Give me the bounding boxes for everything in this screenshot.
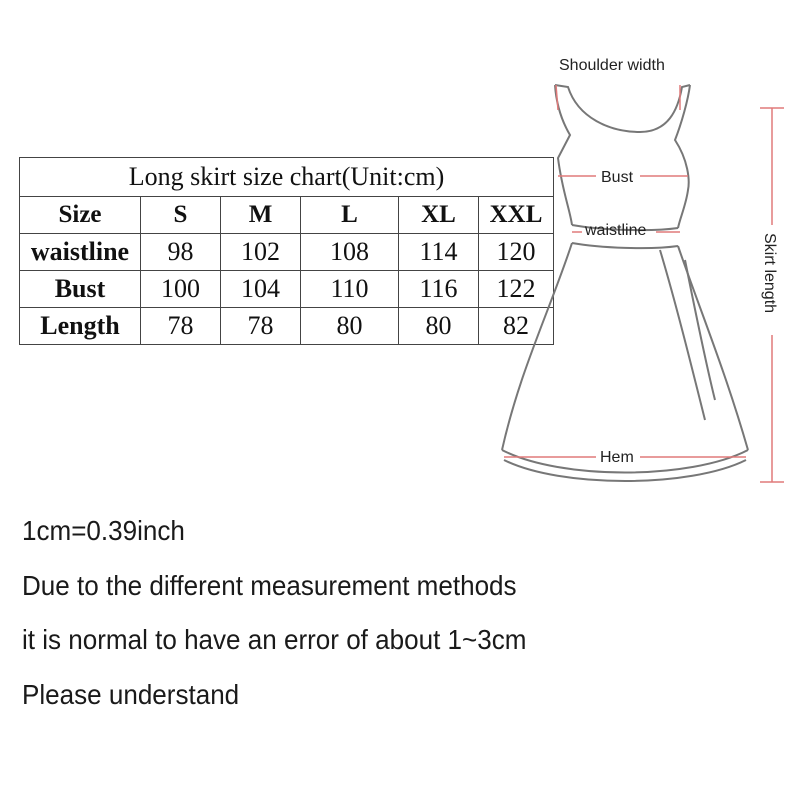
column-header: XL [399, 197, 479, 234]
understand-note: Please understand [22, 679, 240, 710]
bust-label: Bust [601, 169, 634, 186]
table-cell: 98 [141, 234, 221, 271]
shoulder-width-label: Shoulder width [559, 57, 665, 74]
unit-conversion-note: 1cm=0.39inch [22, 515, 185, 546]
measurement-note: Due to the different measurement methods [22, 570, 517, 601]
table-cell: 82 [479, 308, 554, 345]
table-row [20, 234, 554, 271]
table-cell: 80 [399, 308, 479, 345]
table-cell: 78 [141, 308, 221, 345]
table-cell: 120 [479, 234, 554, 271]
table-row [20, 271, 554, 308]
measure-lines [504, 85, 784, 482]
table-cell: 114 [399, 234, 479, 271]
table-cell: 108 [301, 234, 399, 271]
table-cell: 104 [221, 271, 301, 308]
row-label: waistline [20, 234, 141, 271]
dress-outline [502, 85, 748, 481]
column-header: L [301, 197, 399, 234]
table-cell: 100 [141, 271, 221, 308]
table-cell: 80 [301, 308, 399, 345]
table-row [20, 308, 554, 345]
table-title: Long skirt size chart(Unit:cm) [20, 158, 554, 197]
column-header: Size [20, 197, 141, 234]
waistline-label: waistline [585, 222, 647, 239]
column-header: S [141, 197, 221, 234]
shoulder-measure-left [556, 85, 558, 110]
row-label: Bust [20, 271, 141, 308]
hem-label: Hem [600, 449, 634, 466]
column-header: M [221, 197, 301, 234]
dress-diagram [490, 40, 795, 500]
table-header-row [20, 197, 554, 234]
column-header: XXL [479, 197, 554, 234]
size-chart-table [19, 157, 554, 345]
table-cell: 110 [301, 271, 399, 308]
skirt-length-label: Skirt length [761, 233, 778, 314]
table-cell: 122 [479, 271, 554, 308]
table-cell: 116 [399, 271, 479, 308]
error-note: it is normal to have an error of about 1~3cm [22, 624, 527, 655]
row-label: Length [20, 308, 141, 345]
table-cell: 78 [221, 308, 301, 345]
table-cell: 102 [221, 234, 301, 271]
